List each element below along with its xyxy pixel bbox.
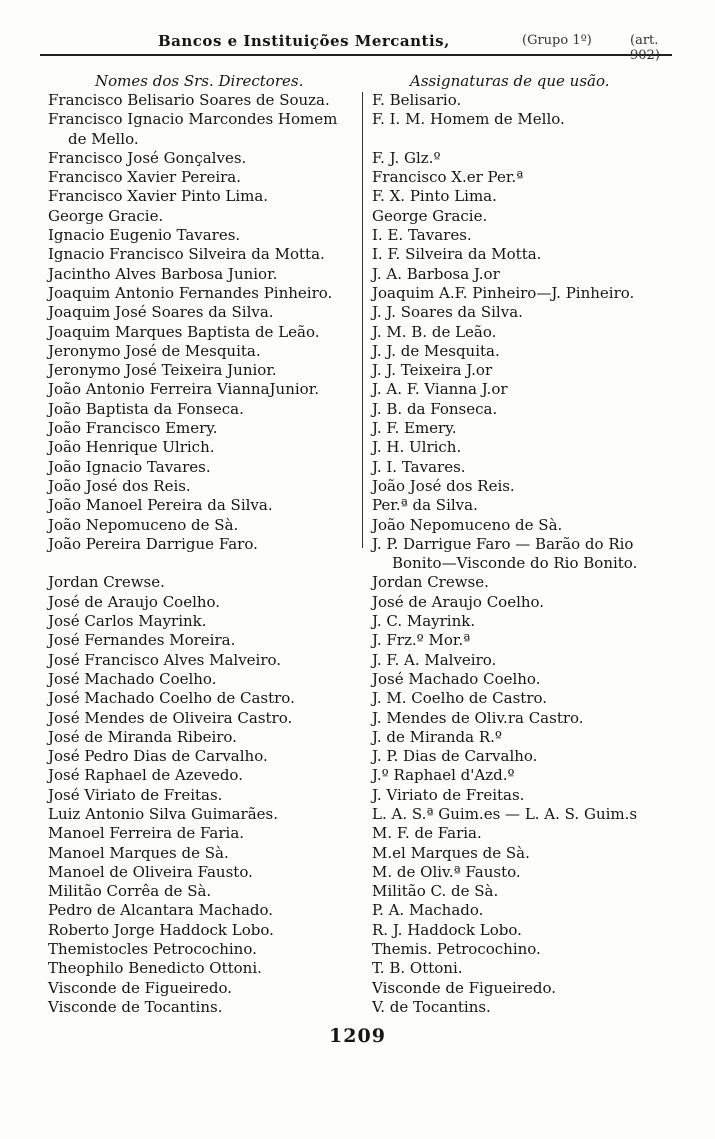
director-name-line: João Francisco Emery. — [48, 419, 218, 438]
director-name-line: de Mello. — [68, 129, 139, 148]
director-name-line: Manoel Marques de Sà. — [48, 843, 229, 862]
signature-line: J. H. Ulrich. — [372, 438, 462, 457]
signature-line: R. J. Haddock Lobo. — [372, 920, 522, 939]
signature-line: M. de Oliv.ª Fausto. — [372, 862, 521, 881]
signature-line: L. A. S.ª Guim.es — L. A. S. Guim.s — [372, 804, 638, 823]
signature-line: Themis. Petrocochino. — [372, 940, 541, 959]
director-name-line: Visconde de Tocantins. — [48, 997, 223, 1016]
director-name-line: Militão Corrêa de Sà. — [48, 882, 212, 901]
left-column-heading: Nomes dos Srs. Directores. — [95, 72, 304, 90]
signature-line: F. X. Pinto Lima. — [372, 187, 497, 206]
signature-line: J. F. Emery. — [372, 419, 457, 438]
director-name-line: José Mendes de Oliveira Castro. — [48, 708, 293, 727]
page-number: 1209 — [329, 1025, 386, 1047]
signature-line: J. I. Tavares. — [372, 457, 466, 476]
signature-line: F. Belisario. — [372, 91, 462, 109]
directors-names-list — [48, 91, 360, 1017]
signature-line: J. F. A. Malveiro. — [372, 650, 497, 669]
director-name-line: Pedro de Alcantara Machado. — [48, 901, 274, 920]
director-name-line: João Nepomuceno de Sà. — [48, 515, 239, 534]
director-name-line: Francisco Xavier Pinto Lima. — [48, 187, 269, 206]
director-name-line: José Francisco Alves Malveiro. — [48, 650, 282, 669]
signature-line: Per.ª da Silva. — [372, 496, 478, 515]
director-name-line: José de Araujo Coelho. — [48, 592, 221, 611]
director-name-line: Manoel Ferreira de Faria. — [48, 824, 245, 843]
signature-line: J. Viriato de Freitas. — [372, 785, 525, 804]
signature-line: F. I. M. Homem de Mello. — [372, 110, 565, 129]
signature-line: I. F. Silveira da Motta. — [372, 245, 542, 264]
signature-line: I. E. Tavares. — [372, 226, 472, 245]
director-name-line: José Viriato de Freitas. — [48, 785, 223, 804]
director-name-line: João Pereira Darrigue Faro. — [48, 534, 258, 553]
signature-line: José de Araujo Coelho. — [372, 592, 545, 611]
signature-line: J. M. Coelho de Castro. — [372, 689, 548, 708]
signature-line: J. A. Barbosa J.or — [372, 264, 500, 283]
signature-line: J. M. B. de Leão. — [372, 322, 497, 341]
signature-line: Visconde de Figueiredo. — [372, 978, 556, 997]
signature-line: Joaquim A.F. Pinheiro—J. Pinheiro. — [372, 283, 635, 302]
director-name-line: João Antonio Ferreira ViannaJunior. — [48, 380, 319, 399]
signature-line: M.el Marques de Sà. — [372, 843, 530, 862]
director-name-line: Joaquim José Soares da Silva. — [48, 303, 274, 322]
signature-line: J. J. de Mesquita. — [372, 341, 500, 360]
director-name-line: Joaquim Marques Baptista de Leão. — [48, 322, 320, 341]
director-name-line: Jeronymo José de Mesquita. — [48, 341, 261, 360]
director-name-line: Luiz Antonio Silva Guimarães. — [48, 804, 279, 823]
director-name-line: Theophilo Benedicto Ottoni. — [48, 959, 262, 978]
director-name-line: João José dos Reis. — [48, 476, 191, 495]
director-name-line: José Fernandes Moreira. — [48, 631, 236, 650]
signature-line: Militão C. de Sà. — [372, 882, 499, 901]
director-name-line: Visconde de Figueiredo. — [48, 978, 232, 997]
signature-line: J. J. Teixeira J.or — [372, 361, 493, 380]
director-name-line: José de Miranda Ribeiro. — [48, 727, 237, 746]
director-name-line: Francisco Ignacio Marcondes Homem — [48, 110, 338, 129]
signature-line: F. J. Glz.º — [372, 148, 441, 167]
header-group: (Grupo 1º) — [522, 33, 592, 48]
right-column-heading: Assignaturas de que usão. — [410, 72, 610, 90]
signature-line: José Machado Coelho. — [372, 669, 541, 688]
director-name-line: José Pedro Dias de Carvalho. — [48, 747, 268, 766]
signature-line: George Gracie. — [372, 206, 488, 225]
director-name-line: José Machado Coelho. — [48, 669, 217, 688]
signature-line: João Nepomuceno de Sà. — [372, 515, 563, 534]
signature-line: P. A. Machado. — [372, 901, 484, 920]
director-name-line: João Baptista da Fonseca. — [48, 399, 244, 418]
director-name-line: José Raphael de Azevedo. — [48, 766, 243, 785]
signature-line: T. B. Ottoni. — [372, 959, 463, 978]
director-name-line: Jordan Crewse. — [48, 573, 165, 592]
director-name-line: Ignacio Eugenio Tavares. — [48, 226, 241, 245]
director-name-line: Jeronymo José Teixeira Junior. — [48, 361, 277, 380]
running-header — [40, 28, 672, 63]
header-article: (art. 902) — [630, 33, 660, 63]
signature-line: J. P. Dias de Carvalho. — [372, 747, 538, 766]
signature-line: J. P. Darrigue Faro — Barão do Rio — [372, 534, 634, 553]
signature-line: Bonito—Visconde do Rio Bonito. — [392, 554, 638, 573]
signature-line: Francisco X.er Per.ª — [372, 168, 524, 187]
signature-line — [372, 130, 702, 149]
director-name-line: Manoel de Oliveira Fausto. — [48, 862, 253, 881]
signature-line: J. J. Soares da Silva. — [372, 303, 523, 322]
director-name-line: João Manoel Pereira da Silva. — [48, 496, 273, 515]
signatures-list — [372, 91, 702, 1017]
director-name-line: Joaquim Antonio Fernandes Pinheiro. — [48, 283, 333, 302]
signature-line: J. B. da Fonseca. — [372, 399, 498, 418]
director-name-line: Francisco Xavier Pereira. — [48, 168, 242, 187]
signature-line: J. A. F. Vianna J.or — [372, 380, 508, 399]
signature-line: J. Frz.º Mor.ª — [372, 631, 471, 650]
signature-line: M. F. de Faria. — [372, 824, 482, 843]
signature-line: V. de Tocantins. — [372, 997, 491, 1016]
director-name-line: José Carlos Mayrink. — [48, 612, 207, 631]
director-name-line: José Machado Coelho de Castro. — [48, 689, 295, 708]
director-name-line: George Gracie. — [48, 206, 164, 225]
signature-line: J. Mendes de Oliv.ra Castro. — [372, 708, 584, 727]
director-name-line: Francisco José Gonçalves. — [48, 148, 247, 167]
signature-line: J. C. Mayrink. — [372, 612, 476, 631]
director-name-line: Ignacio Francisco Silveira da Motta. — [48, 245, 325, 264]
signature-line: J.º Raphael d'Azd.º — [372, 766, 515, 785]
director-name-line: Roberto Jorge Haddock Lobo. — [48, 920, 274, 939]
director-name-line — [48, 554, 360, 573]
signature-line: Jordan Crewse. — [372, 573, 489, 592]
column-divider — [362, 92, 363, 548]
signature-line: João José dos Reis. — [372, 476, 515, 495]
director-name-line: João Henrique Ulrich. — [48, 438, 215, 457]
header-title: Bancos e Instituições Mercantis, — [158, 32, 450, 50]
signature-line: J. de Miranda R.º — [372, 727, 502, 746]
director-name-line: Jacintho Alves Barbosa Junior. — [48, 264, 278, 283]
director-name-line: Francisco Belisario Soares de Souza. — [48, 91, 330, 109]
director-name-line: João Ignacio Tavares. — [48, 457, 211, 476]
director-name-line: Themistocles Petrocochino. — [48, 940, 257, 959]
